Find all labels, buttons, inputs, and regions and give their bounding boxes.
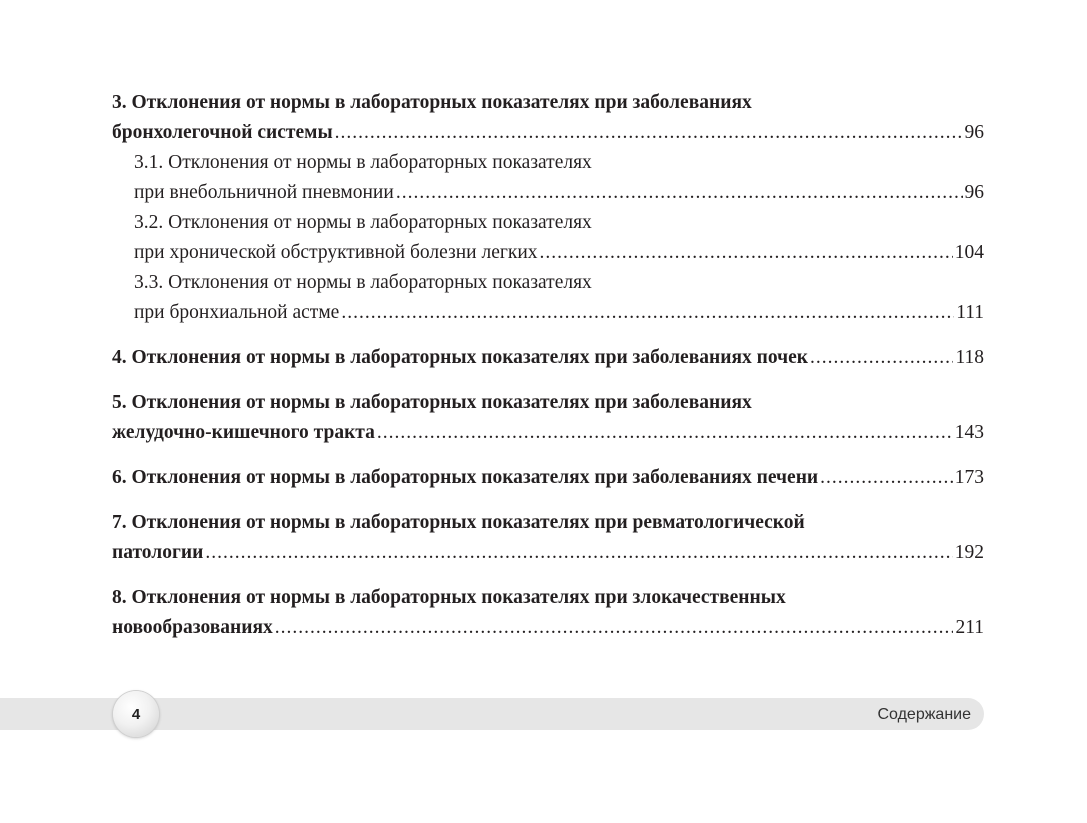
toc-entry	[112, 388, 984, 448]
dot-leader	[396, 178, 963, 208]
toc-entry-title-end: 4. Отклонения от нормы в лабораторных показателях при заболеваниях почек	[112, 347, 809, 368]
toc-entry-title-line: 5. Отклонения от нормы в лабораторных показателях при заболеваниях	[112, 392, 752, 413]
page-number-badge: 4	[113, 691, 159, 737]
toc-entry-title-line: 3.1. Отклонения от нормы в лабораторных показателях	[134, 152, 592, 173]
toc-entry	[112, 148, 984, 208]
toc-page-number: 211	[955, 617, 984, 638]
toc-entry-title-end: бронхолегочной системы	[112, 122, 333, 143]
toc-entry-title-end: при внебольничной пневмонии	[134, 182, 394, 203]
toc-entry-title-end: желудочно-кишечного тракта	[112, 422, 375, 443]
toc-entry	[112, 208, 984, 268]
toc-entry-last-line	[112, 538, 984, 568]
toc-entry-last-line	[112, 613, 984, 643]
toc-entry-last-line	[134, 238, 984, 268]
toc-entry-last-line	[134, 298, 984, 328]
toc-entry-title-line: 3. Отклонения от нормы в лабораторных показателях при заболеваниях	[112, 92, 752, 113]
toc-entry	[112, 268, 984, 328]
dot-leader	[335, 118, 963, 148]
toc-entry-title-end: 6. Отклонения от нормы в лабораторных показателях при заболеваниях печени	[112, 467, 819, 488]
running-section-title: Содержание	[877, 706, 971, 723]
toc-page-number: 111	[956, 302, 984, 323]
dot-leader	[810, 343, 953, 373]
toc-entry	[112, 583, 984, 643]
dot-leader	[275, 613, 954, 643]
toc-page-number: 118	[955, 347, 984, 368]
toc-entry-last-line	[112, 418, 984, 448]
toc-page-number: 96	[964, 182, 984, 203]
toc-entry	[112, 88, 984, 148]
toc-entry-last-line	[112, 118, 984, 148]
toc-entry	[112, 343, 984, 373]
toc-entry-last-line	[134, 178, 984, 208]
toc-entry	[112, 508, 984, 568]
toc-entry-title-end: новообразованиях	[112, 617, 273, 638]
dot-leader	[341, 298, 954, 328]
dot-leader	[205, 538, 952, 568]
dot-leader	[377, 418, 953, 448]
toc-entry-title-end: при бронхиальной астме	[134, 302, 340, 323]
toc-page-number: 143	[954, 422, 984, 443]
toc-entry-last-line	[112, 343, 984, 373]
dot-leader	[540, 238, 953, 268]
toc-entry-title-end: при хронической обструктивной болезни легких	[134, 242, 538, 263]
toc-entry-title-line: 3.2. Отклонения от нормы в лабораторных показателях	[134, 212, 592, 233]
toc-page-number: 173	[954, 467, 984, 488]
toc-page-number: 192	[954, 542, 984, 563]
toc-entry-title-line: 7. Отклонения от нормы в лабораторных показателях при ревматологической	[112, 512, 805, 533]
toc-entry	[112, 463, 984, 493]
dot-leader	[820, 463, 953, 493]
toc-entry-title-end: патологии	[112, 542, 204, 563]
toc-entry-title-line: 8. Отклонения от нормы в лабораторных показателях при злокачественных	[112, 587, 786, 608]
toc-page-number: 104	[954, 242, 984, 263]
table-of-contents	[112, 88, 984, 643]
toc-entry-last-line	[112, 463, 984, 493]
toc-page-number: 96	[964, 122, 984, 143]
toc-entry-title-line: 3.3. Отклонения от нормы в лабораторных показателях	[134, 272, 592, 293]
